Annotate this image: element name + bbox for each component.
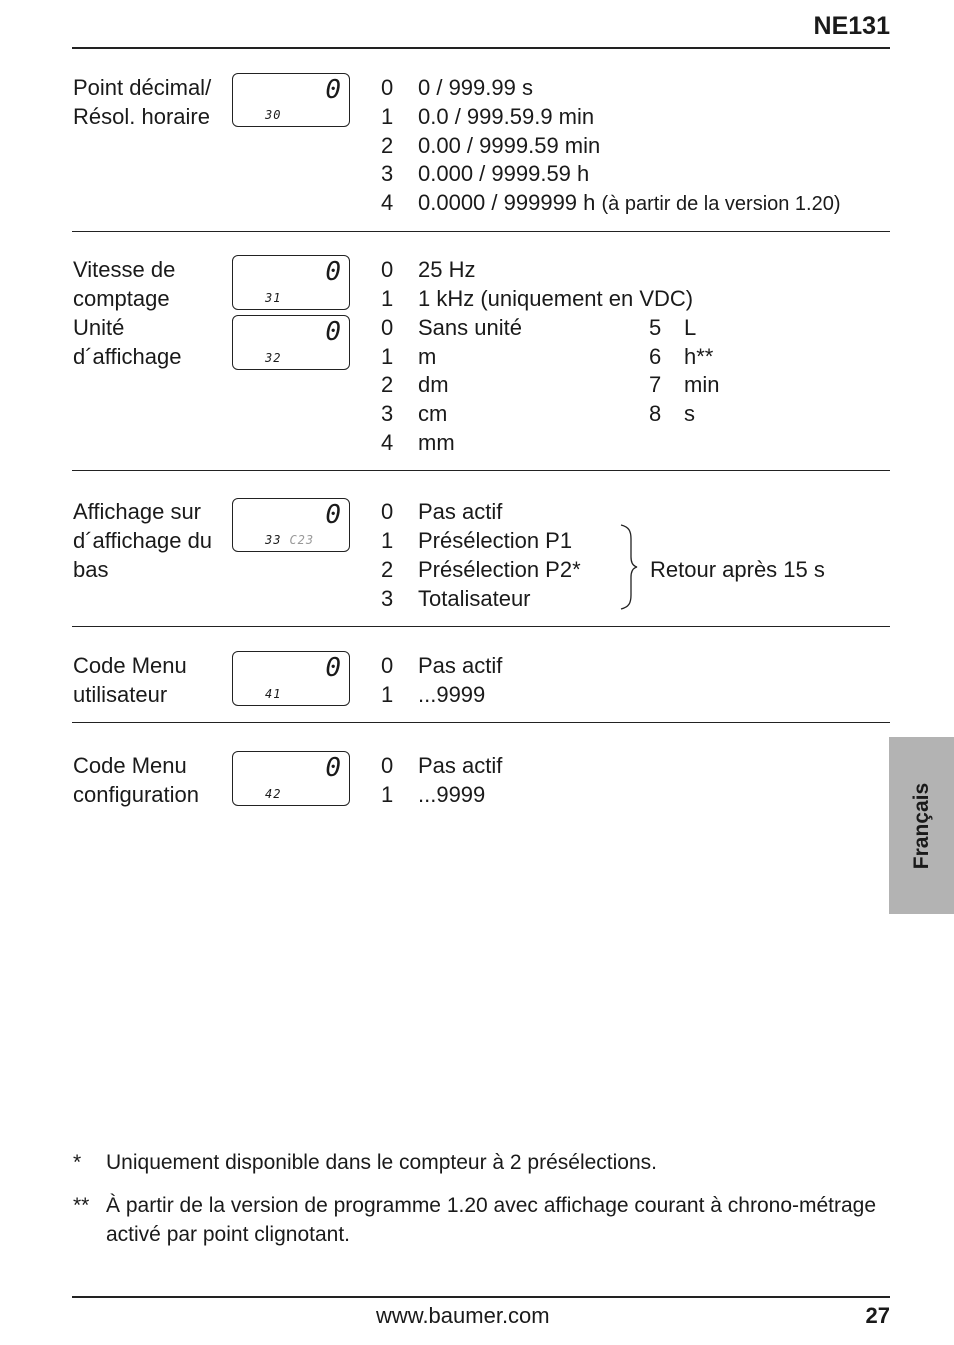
lcd-display-41 xyxy=(232,651,350,706)
option-number: 1 xyxy=(381,528,394,553)
option-text: Sans unité xyxy=(418,315,522,340)
label-vitesse-line1: Vitesse de xyxy=(73,257,176,282)
lcd-param-code: 31 xyxy=(265,291,282,305)
option-number: 1 xyxy=(381,104,394,129)
footnote-mark: ** xyxy=(73,1194,90,1217)
document-title: NE131 xyxy=(813,12,890,40)
option-number: 1 xyxy=(381,782,394,807)
option-number: 4 xyxy=(381,430,394,455)
label-vitesse-line2: comptage xyxy=(73,286,170,311)
option-number: 0 xyxy=(381,315,394,340)
label-code-utilisateur-line2: utilisateur xyxy=(73,682,168,707)
option-text: min xyxy=(684,372,720,397)
right-brace-icon xyxy=(619,523,639,611)
option-number: 2 xyxy=(381,133,394,158)
option-number: 2 xyxy=(381,372,394,397)
section-divider xyxy=(72,231,890,232)
option-number: 0 xyxy=(381,653,394,678)
option-number: 0 xyxy=(381,499,394,524)
label-unite-line2: d´affichage xyxy=(73,344,182,369)
lcd-value: 0 xyxy=(325,317,341,347)
option-text: 0.0000 / 999999 h xyxy=(418,190,596,215)
footer-rule xyxy=(72,1296,890,1298)
lcd-display-32 xyxy=(232,315,350,370)
label-point-decimal-line2: Résol. horaire xyxy=(73,104,210,129)
lcd-param-code: 32 xyxy=(265,351,282,365)
option-text: Totalisateur xyxy=(418,586,531,611)
lcd-param-code: 42 xyxy=(265,787,282,801)
option-text: 0.00 / 9999.59 min xyxy=(418,133,601,158)
option-number: 3 xyxy=(381,161,394,186)
option-text: m xyxy=(418,344,437,369)
label-code-utilisateur-line1: Code Menu xyxy=(73,653,187,678)
lcd-value: 0 xyxy=(325,257,341,287)
lcd-param-code: 30 xyxy=(265,108,282,122)
option-number: 7 xyxy=(649,372,662,397)
option-text: 0.000 / 9999.59 h xyxy=(418,161,590,186)
option-text: 0 / 999.99 s xyxy=(418,75,533,100)
option-number: 2 xyxy=(381,557,394,582)
lcd-display-42 xyxy=(232,751,350,806)
lcd-value: 0 xyxy=(325,653,341,683)
option-text: h** xyxy=(684,344,714,369)
label-point-decimal-line1: Point décimal/ xyxy=(73,75,212,100)
lcd-code: 33 xyxy=(265,533,282,547)
option-text: Présélection P1 xyxy=(418,528,573,553)
option-number: 5 xyxy=(649,315,662,340)
option-text: Pas actif xyxy=(418,753,503,778)
option-number: 1 xyxy=(381,344,394,369)
lcd-value: 0 xyxy=(325,753,341,783)
section-divider xyxy=(72,470,890,471)
footnote-text: Uniquement disponible dans le compteur à 2 présélections. xyxy=(106,1151,657,1174)
lcd-display-30 xyxy=(232,73,350,127)
header-rule xyxy=(72,47,890,49)
option-number: 1 xyxy=(381,682,394,707)
option-number: 1 xyxy=(381,286,394,311)
option-text-with-note xyxy=(418,188,841,219)
option-number: 0 xyxy=(381,75,394,100)
lcd-param-code xyxy=(265,534,314,546)
footnote-text: À partir de la version de programme 1.20 avec affichage courant à chrono-métrage activé par point clignotant. xyxy=(106,1194,877,1246)
option-text: L xyxy=(684,315,697,340)
option-text: ...9999 xyxy=(418,782,486,807)
option-text: ...9999 xyxy=(418,682,486,707)
option-number: 0 xyxy=(381,753,394,778)
section-divider xyxy=(72,626,890,627)
label-code-configuration-line1: Code Menu xyxy=(73,753,187,778)
lcd-value: 0 xyxy=(325,500,341,530)
footnote-mark: * xyxy=(73,1151,82,1174)
option-version-note: (à partir de la version 1.20) xyxy=(601,193,841,215)
language-tab xyxy=(889,737,954,914)
option-text: 0.0 / 999.59.9 min xyxy=(418,104,595,129)
option-number: 4 xyxy=(381,190,394,215)
brace-note: Retour après 15 s xyxy=(650,557,825,582)
lcd-param-code: 41 xyxy=(265,687,282,701)
option-text: s xyxy=(684,401,695,426)
label-affichage-line1: Affichage sur xyxy=(73,499,202,524)
option-text: 25 Hz xyxy=(418,257,476,282)
option-number: 3 xyxy=(381,586,394,611)
page-number: 27 xyxy=(865,1303,890,1328)
lcd-display-31 xyxy=(232,255,350,310)
language-tab-label: Français xyxy=(909,782,933,869)
option-text: mm xyxy=(418,430,455,455)
label-code-configuration-line2: configuration xyxy=(73,782,199,807)
section-divider xyxy=(72,722,890,723)
option-number: 0 xyxy=(381,257,394,282)
option-number: 8 xyxy=(649,401,662,426)
option-text: cm xyxy=(418,401,448,426)
option-number: 6 xyxy=(649,344,662,369)
option-number: 3 xyxy=(381,401,394,426)
lcd-value: 0 xyxy=(325,75,341,105)
label-unite-line1: Unité xyxy=(73,315,125,340)
label-affichage-line3: bas xyxy=(73,557,109,582)
option-text: Pas actif xyxy=(418,499,503,524)
option-text: dm xyxy=(418,372,449,397)
lcd-display-33 xyxy=(232,498,350,552)
option-text: Présélection P2* xyxy=(418,557,581,582)
option-text: 1 kHz (uniquement en VDC) xyxy=(418,286,694,311)
label-affichage-line2: d´affichage du xyxy=(73,528,213,553)
lcd-dim-code: C23 xyxy=(289,533,315,547)
footer-url: www.baumer.com xyxy=(376,1303,550,1328)
option-text: Pas actif xyxy=(418,653,503,678)
